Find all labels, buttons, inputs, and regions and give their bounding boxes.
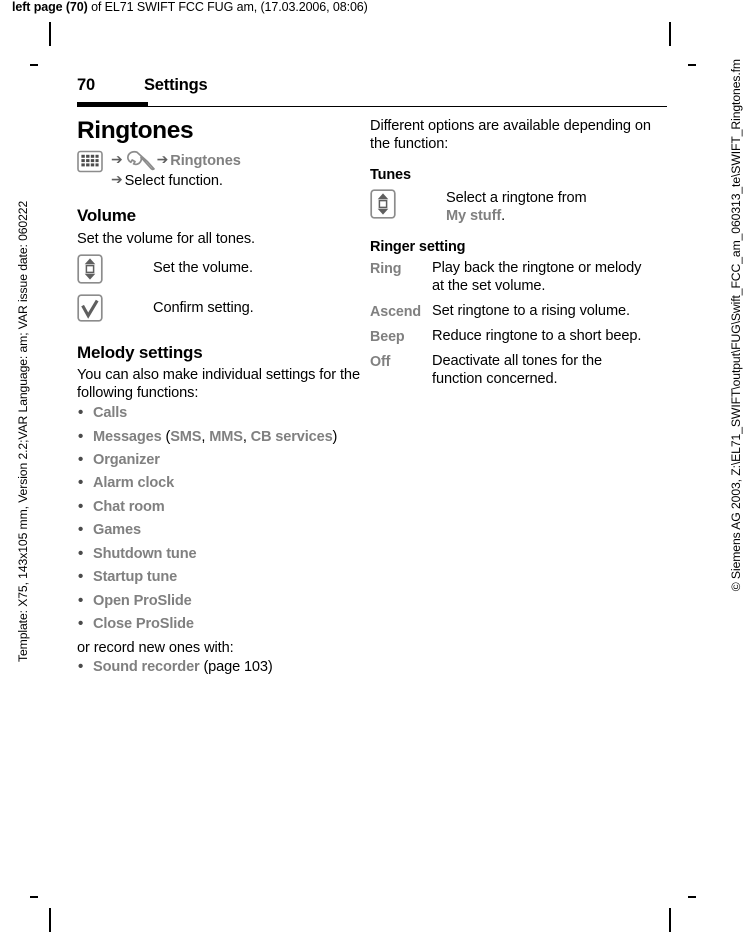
record-new-list	[77, 659, 361, 677]
list-item-open-paren: (	[161, 428, 171, 445]
list-item-sep-2: ,	[242, 428, 251, 445]
confirm-checkmark-icon	[77, 294, 153, 327]
list-item-subterm-cb: CB services	[250, 428, 333, 445]
list-item-term: Startup tune	[93, 569, 178, 586]
list-item-term: Calls	[93, 405, 128, 422]
chapter-title: Settings	[144, 76, 208, 94]
tunes-desc-period: .	[501, 207, 506, 224]
list-item	[77, 593, 361, 611]
option-row-ring	[370, 260, 654, 296]
left-column	[77, 118, 361, 683]
wrench-settings-icon	[125, 150, 155, 172]
option-name-off: Off	[370, 353, 391, 370]
list-item-term: Close ProSlide	[93, 616, 194, 633]
melody-intro: You can also make individual settings for the following functions:	[77, 367, 360, 402]
menu-term-ringtones: Ringtones	[170, 152, 241, 169]
crop-mark-top-left-vertical	[49, 22, 51, 46]
heading-melody-settings: Melody settings	[77, 342, 203, 362]
list-item-term: Games	[93, 522, 141, 539]
key-desc-set-volume: Set the volume.	[153, 259, 253, 276]
main-menu-grid-icon	[77, 148, 103, 174]
list-item	[77, 429, 361, 447]
list-item-term: Open ProSlide	[93, 592, 192, 609]
key-row-confirm-setting	[77, 294, 361, 327]
list-item	[77, 522, 361, 540]
list-item-term: Messages	[93, 428, 162, 445]
menu-path-action: Select function.	[124, 172, 223, 189]
crop-mark-top-left-horizontal	[30, 64, 38, 66]
melody-function-list	[77, 405, 361, 634]
menu-path-row	[77, 148, 361, 190]
list-item-term: Sound recorder	[93, 659, 200, 676]
list-item	[77, 499, 361, 517]
list-item	[77, 452, 361, 470]
option-row-beep	[370, 328, 654, 346]
page-number: 70	[77, 76, 95, 94]
option-desc-ring: Play back the ringtone or melody at the set volume.	[432, 259, 642, 294]
key-desc-confirm-setting: Confirm setting.	[153, 299, 254, 316]
list-item	[77, 659, 361, 677]
heading-ringer-setting: Ringer setting	[370, 238, 466, 255]
list-item-sep-1: ,	[201, 428, 210, 445]
option-name-ring: Ring	[370, 260, 402, 277]
option-desc-off: Deactivate all tones for the function concerned.	[432, 352, 602, 387]
list-item-term: Chat room	[93, 498, 165, 515]
list-item	[77, 405, 361, 423]
option-desc-ascend: Set ringtone to a rising volume.	[432, 302, 630, 319]
option-row-off	[370, 353, 654, 389]
arrow-icon-2: ➔	[156, 150, 169, 167]
key-desc-tunes	[446, 189, 587, 226]
option-name-ascend: Ascend	[370, 303, 422, 320]
section-title-ringtones: Ringtones	[77, 117, 194, 144]
list-item	[77, 569, 361, 587]
tunes-desc-term-my-stuff: My stuff	[446, 207, 502, 224]
crop-mark-bottom-right-horizontal	[688, 896, 696, 898]
key-row-set-volume	[77, 254, 361, 289]
header-rule-thin	[148, 106, 667, 108]
list-item	[77, 475, 361, 493]
right-column	[370, 118, 654, 396]
tunes-desc-line1: Select a ringtone from	[446, 189, 587, 206]
slug-rest: of EL71 SWIFT FCC FUG am, (17.03.2006, 08:06)	[87, 0, 368, 14]
nav-key-up-down-icon	[77, 254, 153, 289]
left-margin-template-note: Template: X75, 143x105 mm, Version 2.2;VAR Language: am; VAR issue date: 060222	[16, 200, 30, 662]
list-item-close-paren: )	[332, 428, 338, 445]
page-slug-line	[12, 0, 368, 14]
crop-mark-bottom-left-vertical	[49, 908, 51, 932]
option-desc-beep: Reduce ringtone to a short beep.	[432, 327, 642, 344]
crop-mark-bottom-left-horizontal	[30, 896, 38, 898]
crop-mark-top-right-horizontal	[688, 64, 696, 66]
crop-mark-top-right-vertical	[669, 22, 671, 46]
menu-path-text	[103, 148, 241, 190]
list-item	[77, 616, 361, 634]
list-item-term: Alarm clock	[93, 475, 175, 492]
arrow-icon-3: ➔	[111, 170, 123, 187]
heading-volume: Volume	[77, 205, 136, 225]
list-item-subterm-sms: SMS	[170, 428, 202, 445]
right-margin-copyright-path-note: © Siemens AG 2003, Z:\EL71_SWIFT\output\FUG\Swift_FCC_am_060313_te\SWIFT_Ringtones.fm	[729, 59, 743, 592]
crop-mark-bottom-right-vertical	[669, 908, 671, 932]
header-rule-thick	[77, 102, 148, 107]
list-item-subterm-mms: MMS	[209, 428, 243, 445]
right-column-intro: Different options are available depending on the function:	[370, 118, 651, 152]
slug-prefix: left page (70)	[12, 0, 88, 14]
key-row-tunes	[370, 189, 654, 226]
list-item-term: Shutdown tune	[93, 545, 197, 562]
volume-intro: Set the volume for all tones.	[77, 230, 255, 247]
list-item	[77, 546, 361, 564]
option-row-ascend	[370, 303, 654, 321]
list-item-page-ref: (page 103)	[199, 659, 273, 676]
list-item-term: Organizer	[93, 452, 160, 469]
option-name-beep: Beep	[370, 328, 405, 345]
record-new-intro: or record new ones with:	[77, 639, 234, 656]
nav-key-up-down-icon	[370, 189, 446, 224]
arrow-icon-1: ➔	[111, 150, 123, 167]
heading-tunes: Tunes	[370, 166, 411, 183]
